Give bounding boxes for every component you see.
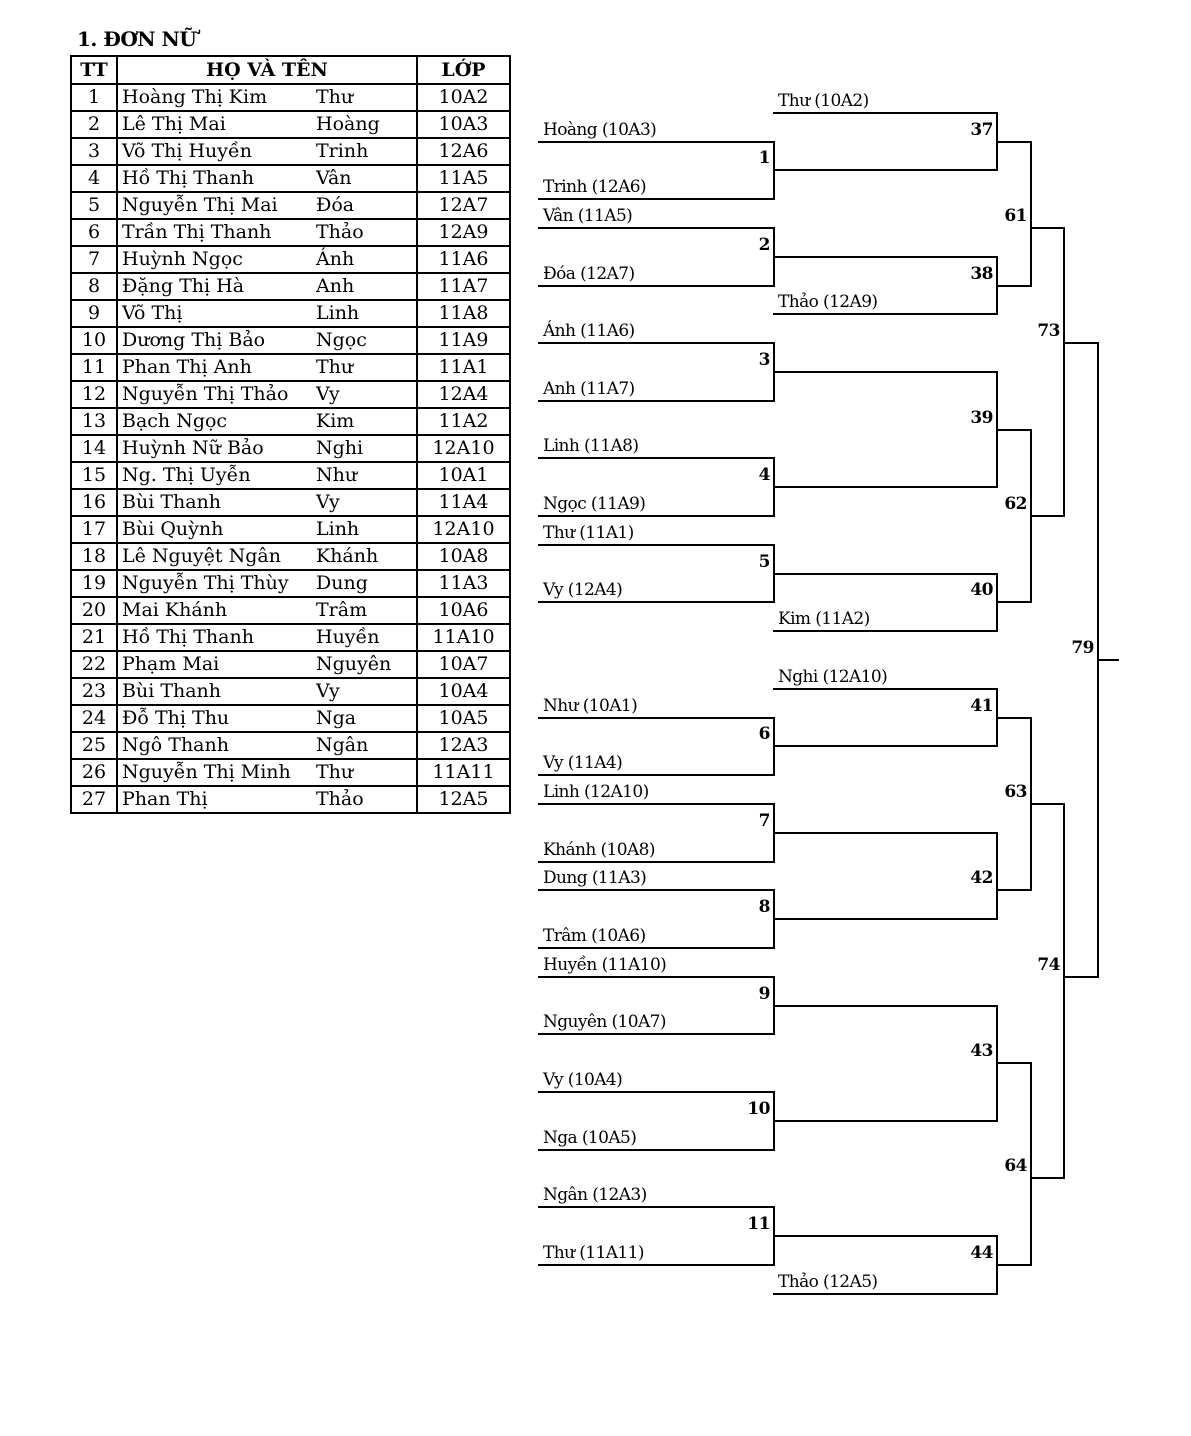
bracket-line bbox=[996, 889, 1032, 891]
row-number: 12 bbox=[71, 381, 117, 408]
player-slot: Hoàng (10A3) bbox=[543, 120, 657, 140]
row-number: 20 bbox=[71, 597, 117, 624]
header-tt: TT bbox=[71, 56, 117, 84]
bracket-line bbox=[538, 861, 775, 863]
row-number: 24 bbox=[71, 705, 117, 732]
player-slot: Thư (11A11) bbox=[543, 1243, 644, 1263]
given-name: Vân bbox=[316, 167, 352, 189]
bracket-line bbox=[538, 889, 775, 891]
row-number: 27 bbox=[71, 786, 117, 813]
bracket-line bbox=[538, 400, 775, 402]
bracket-line bbox=[996, 717, 1032, 719]
given-name: Hoàng bbox=[316, 113, 380, 135]
bracket-line bbox=[773, 832, 998, 834]
header-class: LỚP bbox=[417, 56, 510, 84]
surname-middle: Dương Thị Bảo bbox=[122, 329, 266, 351]
given-name: Nga bbox=[316, 707, 357, 729]
match-number: 63 bbox=[1004, 782, 1027, 802]
given-name: Thư bbox=[316, 86, 354, 108]
row-number: 11 bbox=[71, 354, 117, 381]
given-name: Như bbox=[316, 464, 358, 486]
surname-middle: Võ Thị bbox=[122, 302, 183, 324]
match-number: 4 bbox=[758, 465, 770, 485]
player-slot: Anh (11A7) bbox=[543, 379, 635, 399]
match-number: 7 bbox=[758, 811, 770, 831]
class-cell: 12A7 bbox=[417, 192, 510, 219]
bracket-line bbox=[996, 429, 1032, 431]
class-cell: 11A9 bbox=[417, 327, 510, 354]
player-slot: Thư (10A2) bbox=[778, 91, 869, 111]
row-number: 9 bbox=[71, 300, 117, 327]
bracket-line bbox=[538, 803, 775, 805]
bracket-line bbox=[773, 1293, 998, 1295]
class-cell: 11A4 bbox=[417, 489, 510, 516]
match-number: 8 bbox=[758, 897, 770, 917]
bracket-line bbox=[996, 1264, 1032, 1266]
player-slot: Vy (11A4) bbox=[543, 753, 623, 773]
class-cell: 12A10 bbox=[417, 435, 510, 462]
class-cell: 11A6 bbox=[417, 246, 510, 273]
given-name: Thư bbox=[316, 761, 354, 783]
surname-middle: Võ Thị Huyền bbox=[122, 140, 252, 162]
bracket-connector bbox=[1063, 803, 1065, 1179]
bracket-line bbox=[538, 544, 775, 546]
surname-middle: Hoàng Thị Kim bbox=[122, 86, 268, 108]
row-number: 6 bbox=[71, 219, 117, 246]
class-cell: 12A9 bbox=[417, 219, 510, 246]
surname-middle: Nguyễn Thị Thùy bbox=[122, 572, 289, 594]
bracket-line bbox=[538, 774, 775, 776]
given-name: Vy bbox=[316, 491, 340, 513]
class-cell: 10A7 bbox=[417, 651, 510, 678]
given-name: Ánh bbox=[316, 248, 355, 270]
given-name: Trinh bbox=[316, 140, 369, 162]
player-slot: Như (10A1) bbox=[543, 696, 638, 716]
class-cell: 12A10 bbox=[417, 516, 510, 543]
given-name: Linh bbox=[316, 518, 360, 540]
bracket-connector bbox=[996, 832, 998, 920]
player-slot: Dung (11A3) bbox=[543, 868, 647, 888]
bracket-line bbox=[538, 227, 775, 229]
row-number: 21 bbox=[71, 624, 117, 651]
given-name: Linh bbox=[316, 302, 360, 324]
bracket-line bbox=[773, 745, 998, 747]
class-cell: 12A4 bbox=[417, 381, 510, 408]
class-cell: 12A3 bbox=[417, 732, 510, 759]
match-number: 40 bbox=[970, 580, 993, 600]
given-name: Nghi bbox=[316, 437, 364, 459]
match-number: 1 bbox=[758, 148, 770, 168]
player-slot: Ánh (11A6) bbox=[543, 321, 635, 341]
match-number: 73 bbox=[1037, 321, 1060, 341]
player-slot: Thư (11A1) bbox=[543, 523, 634, 543]
class-cell: 11A2 bbox=[417, 408, 510, 435]
row-number: 7 bbox=[71, 246, 117, 273]
class-cell: 12A5 bbox=[417, 786, 510, 813]
row-number: 8 bbox=[71, 273, 117, 300]
bracket-line bbox=[1063, 342, 1099, 344]
given-name: Thư bbox=[316, 356, 354, 378]
match-number: 6 bbox=[758, 724, 770, 744]
given-name: Kim bbox=[316, 410, 355, 432]
row-number: 4 bbox=[71, 165, 117, 192]
match-number: 3 bbox=[758, 350, 770, 370]
class-cell: 11A5 bbox=[417, 165, 510, 192]
player-slot: Kim (11A2) bbox=[778, 609, 870, 629]
row-number: 18 bbox=[71, 543, 117, 570]
bracket-line bbox=[773, 918, 998, 920]
bracket-line bbox=[1063, 976, 1099, 978]
bracket-line bbox=[538, 1149, 775, 1151]
surname-middle: Huỳnh Ngọc bbox=[122, 248, 243, 270]
bracket-line bbox=[773, 630, 998, 632]
class-cell: 10A8 bbox=[417, 543, 510, 570]
surname-middle: Bạch Ngọc bbox=[122, 410, 228, 432]
bracket-line bbox=[538, 717, 775, 719]
match-number: 79 bbox=[1071, 638, 1094, 658]
bracket-line bbox=[538, 1264, 775, 1266]
player-slot: Trâm (10A6) bbox=[543, 926, 646, 946]
player-slot: Nghi (12A10) bbox=[778, 667, 888, 687]
given-name: Vy bbox=[316, 680, 340, 702]
match-number: 39 bbox=[970, 408, 993, 428]
bracket-line bbox=[538, 947, 775, 949]
bracket-line bbox=[1030, 227, 1065, 229]
match-number: 44 bbox=[970, 1243, 993, 1263]
class-cell: 12A6 bbox=[417, 138, 510, 165]
bracket-line bbox=[773, 486, 998, 488]
player-slot: Thảo (12A5) bbox=[778, 1272, 878, 1292]
bracket-line bbox=[538, 515, 775, 517]
bracket-line bbox=[996, 285, 1032, 287]
row-number: 2 bbox=[71, 111, 117, 138]
surname-middle: Bùi Thanh bbox=[122, 680, 222, 702]
bracket-line bbox=[538, 601, 775, 603]
match-number: 5 bbox=[758, 552, 770, 572]
given-name: Khánh bbox=[316, 545, 379, 567]
player-slot: Nguyên (10A7) bbox=[543, 1012, 666, 1032]
surname-middle: Đặng Thị Hà bbox=[122, 275, 245, 297]
surname-middle: Mai Khánh bbox=[122, 599, 228, 621]
row-number: 14 bbox=[71, 435, 117, 462]
class-cell: 11A1 bbox=[417, 354, 510, 381]
player-slot: Nga (10A5) bbox=[543, 1128, 637, 1148]
surname-middle: Lê Thị Mai bbox=[122, 113, 226, 135]
class-cell: 11A10 bbox=[417, 624, 510, 651]
match-number: 37 bbox=[970, 120, 993, 140]
bracket-line bbox=[773, 112, 998, 114]
surname-middle: Bùi Thanh bbox=[122, 491, 222, 513]
bracket-line bbox=[773, 688, 998, 690]
match-number: 9 bbox=[758, 984, 770, 1004]
class-cell: 10A6 bbox=[417, 597, 510, 624]
bracket-line bbox=[538, 457, 775, 459]
bracket-line bbox=[1030, 1177, 1065, 1179]
final-winner-line bbox=[1097, 659, 1119, 661]
given-name: Trâm bbox=[316, 599, 368, 621]
bracket-line bbox=[773, 256, 998, 258]
surname-middle: Đỗ Thị Thu bbox=[122, 707, 230, 729]
match-number: 62 bbox=[1004, 494, 1027, 514]
class-cell: 10A5 bbox=[417, 705, 510, 732]
row-number: 1 bbox=[71, 84, 117, 111]
surname-middle: Ng. Thị Uyễn bbox=[122, 464, 251, 486]
player-slot: Ngọc (11A9) bbox=[543, 494, 646, 514]
row-number: 3 bbox=[71, 138, 117, 165]
surname-middle: Phan Thị Anh bbox=[122, 356, 252, 378]
bracket-line bbox=[773, 169, 998, 171]
bracket-connector bbox=[1030, 1062, 1032, 1266]
surname-middle: Trần Thị Thanh bbox=[122, 221, 272, 243]
player-slot: Ngân (12A3) bbox=[543, 1185, 647, 1205]
given-name: Huyền bbox=[316, 626, 380, 648]
match-number: 11 bbox=[747, 1214, 770, 1234]
given-name: Ngân bbox=[316, 734, 369, 756]
given-name: Vy bbox=[316, 383, 340, 405]
given-name: Ngọc bbox=[316, 329, 367, 351]
surname-middle: Hồ Thị Thanh bbox=[122, 626, 254, 648]
class-cell: 11A3 bbox=[417, 570, 510, 597]
row-number: 22 bbox=[71, 651, 117, 678]
surname-middle: Bùi Quỳnh bbox=[122, 518, 224, 540]
row-number: 26 bbox=[71, 759, 117, 786]
match-number: 43 bbox=[970, 1041, 993, 1061]
bracket-line bbox=[538, 141, 775, 143]
row-number: 13 bbox=[71, 408, 117, 435]
given-name: Dung bbox=[316, 572, 368, 594]
bracket-line bbox=[773, 313, 998, 315]
match-number: 2 bbox=[758, 235, 770, 255]
bracket-line bbox=[538, 285, 775, 287]
match-number: 42 bbox=[970, 868, 993, 888]
player-slot: Linh (12A10) bbox=[543, 782, 649, 802]
player-slot: Thảo (12A9) bbox=[778, 292, 878, 312]
bracket-line bbox=[996, 601, 1032, 603]
bracket-line bbox=[773, 1005, 998, 1007]
surname-middle: Nguyễn Thị Thảo bbox=[122, 383, 289, 405]
surname-middle: Phạm Mai bbox=[122, 653, 220, 675]
surname-middle: Ngô Thanh bbox=[122, 734, 229, 756]
bracket-line bbox=[996, 141, 1032, 143]
class-cell: 10A4 bbox=[417, 678, 510, 705]
match-number: 38 bbox=[970, 264, 993, 284]
given-name: Thảo bbox=[316, 221, 364, 243]
row-number: 25 bbox=[71, 732, 117, 759]
player-slot: Khánh (10A8) bbox=[543, 840, 655, 860]
match-number: 10 bbox=[747, 1099, 770, 1119]
bracket-line bbox=[1030, 803, 1065, 805]
surname-middle: Nguyễn Thị Minh bbox=[122, 761, 291, 783]
player-slot: Đóa (12A7) bbox=[543, 264, 635, 284]
player-slot: Vân (11A5) bbox=[543, 206, 633, 226]
surname-middle: Huỳnh Nữ Bảo bbox=[122, 437, 264, 459]
row-number: 16 bbox=[71, 489, 117, 516]
match-number: 64 bbox=[1004, 1156, 1027, 1176]
class-cell: 10A2 bbox=[417, 84, 510, 111]
row-number: 23 bbox=[71, 678, 117, 705]
row-number: 19 bbox=[71, 570, 117, 597]
bracket-line bbox=[538, 1091, 775, 1093]
player-slot: Vy (10A4) bbox=[543, 1070, 623, 1090]
bracket-line bbox=[538, 1206, 775, 1208]
match-number: 41 bbox=[970, 696, 993, 716]
class-cell: 11A11 bbox=[417, 759, 510, 786]
bracket-line bbox=[996, 1062, 1032, 1064]
given-name: Nguyên bbox=[316, 653, 392, 675]
class-cell: 10A3 bbox=[417, 111, 510, 138]
bracket-line bbox=[773, 371, 998, 373]
section-title: 1. ĐƠN NỮ bbox=[77, 27, 197, 51]
given-name: Đóa bbox=[316, 194, 355, 216]
bracket-line bbox=[538, 1033, 775, 1035]
player-slot: Vy (12A4) bbox=[543, 580, 623, 600]
match-number: 61 bbox=[1004, 206, 1027, 226]
bracket-line bbox=[773, 1235, 998, 1237]
surname-middle: Nguyễn Thị Mai bbox=[122, 194, 278, 216]
surname-middle: Phan Thị bbox=[122, 788, 208, 810]
given-name: Anh bbox=[316, 275, 355, 297]
bracket-connector bbox=[1063, 227, 1065, 517]
surname-middle: Hồ Thị Thanh bbox=[122, 167, 254, 189]
row-number: 10 bbox=[71, 327, 117, 354]
player-slot: Trinh (12A6) bbox=[543, 177, 646, 197]
player-slot: Linh (11A8) bbox=[543, 436, 639, 456]
given-name: Thảo bbox=[316, 788, 364, 810]
bracket-line bbox=[538, 198, 775, 200]
bracket-connector bbox=[1030, 141, 1032, 287]
bracket-line bbox=[538, 976, 775, 978]
match-number: 74 bbox=[1037, 955, 1060, 975]
class-cell: 10A1 bbox=[417, 462, 510, 489]
class-cell: 11A8 bbox=[417, 300, 510, 327]
header-name: HỌ VÀ TÊN bbox=[117, 56, 417, 84]
surname-middle: Lê Nguyệt Ngân bbox=[122, 545, 281, 567]
player-slot: Huyền (11A10) bbox=[543, 955, 667, 975]
bracket-line bbox=[773, 1120, 998, 1122]
class-cell: 11A7 bbox=[417, 273, 510, 300]
bracket-line bbox=[1030, 515, 1065, 517]
row-number: 15 bbox=[71, 462, 117, 489]
row-number: 5 bbox=[71, 192, 117, 219]
bracket-line bbox=[538, 342, 775, 344]
row-number: 17 bbox=[71, 516, 117, 543]
bracket-line bbox=[773, 573, 998, 575]
